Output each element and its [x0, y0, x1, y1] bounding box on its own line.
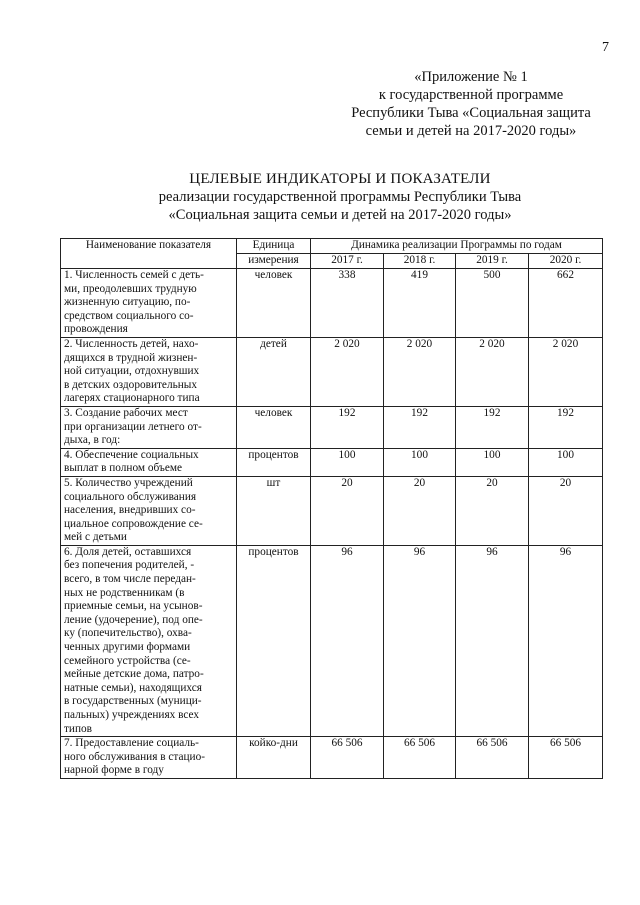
- table-row: [61, 448, 603, 476]
- indicator-name-line: ми, преодолевших трудную: [64, 282, 197, 295]
- indicator-value: 100: [384, 448, 456, 476]
- indicator-unit: процентов: [237, 448, 311, 476]
- indicator-name-line: 5. Количество учреждений: [64, 476, 193, 489]
- indicator-value: 96: [529, 545, 603, 736]
- indicator-name-line: без попечения родителей, -: [64, 559, 195, 572]
- indicator-unit: человек: [237, 406, 311, 448]
- indicator-name-line: нарной форме в году: [64, 764, 164, 777]
- indicator-value: 2 020: [529, 337, 603, 406]
- indicator-name-line: мей с детьми: [64, 531, 127, 544]
- indicator-name-line: ление (удочерение), под опе-: [64, 613, 203, 626]
- indicator-value: 2 020: [384, 337, 456, 406]
- indicator-name: [61, 448, 237, 476]
- indicator-name-line: 7. Предоставление социаль-: [64, 737, 199, 750]
- indicator-name-line: натные семьи), находящихся: [64, 681, 202, 694]
- title-main: ЦЕЛЕВЫЕ ИНДИКАТОРЫ И ПОКАЗАТЕЛИ: [189, 171, 491, 187]
- header-unit: Единица: [237, 239, 311, 254]
- indicator-name-line: приемные семьи, на усынов-: [64, 600, 203, 613]
- table-row: [61, 737, 603, 779]
- table-row: [61, 476, 603, 545]
- indicator-value: 20: [384, 476, 456, 545]
- indicator-value: 100: [529, 448, 603, 476]
- indicator-name: [61, 545, 237, 736]
- header-year: 2019 г.: [456, 254, 529, 269]
- indicator-value: 662: [529, 269, 603, 338]
- table-row: [61, 269, 603, 338]
- title-subtitle: «Социальная защита семьи и детей на 2017-2020 годы»: [168, 207, 512, 223]
- appendix-line: «Приложение № 1: [414, 69, 528, 85]
- indicator-value: 192: [456, 406, 529, 448]
- indicator-value: 96: [384, 545, 456, 736]
- indicator-name-line: социального обслуживания: [64, 490, 197, 503]
- title-subtitle: реализации государственной программы Республики Тыва: [158, 189, 522, 205]
- indicator-name: [61, 337, 237, 406]
- indicator-value: 20: [456, 476, 529, 545]
- indicator-name-line: семейного устройства (се-: [64, 654, 191, 667]
- header-year: 2018 г.: [384, 254, 456, 269]
- indicator-name-line: 6. Доля детей, оставшихся: [64, 545, 192, 558]
- indicator-name-line: ку (попечительство), охва-: [64, 627, 192, 640]
- indicator-unit: койко-дни: [237, 737, 311, 779]
- indicator-name-line: 3. Создание рабочих мест: [64, 406, 188, 419]
- indicator-name: [61, 476, 237, 545]
- indicator-value: 338: [311, 269, 384, 338]
- indicator-name-line: ченных другими формами: [64, 641, 191, 654]
- indicator-name-line: пальных) учреждениях всех: [64, 709, 200, 721]
- indicator-value: 66 506: [311, 737, 384, 779]
- appendix-note: [336, 68, 606, 140]
- indicator-unit: шт: [237, 476, 311, 545]
- indicator-name-line: 1. Численность семей с деть-: [64, 269, 204, 281]
- indicator-name-line: дыха, в год:: [64, 434, 121, 447]
- indicator-value: 96: [456, 545, 529, 736]
- indicator-value: 500: [456, 269, 529, 338]
- indicator-unit: детей: [237, 337, 311, 406]
- indicator-name-line: в детских оздоровительных: [64, 378, 198, 391]
- indicator-name-line: 4. Обеспечение социальных: [64, 448, 199, 461]
- indicator-name-line: ных не родственникам (в: [64, 586, 185, 599]
- table-body: [61, 269, 603, 779]
- indicator-name-line: населения, внедривших со-: [64, 504, 196, 517]
- indicator-name-line: ной ситуации, отдохнувших: [64, 365, 200, 378]
- page-number: 7: [602, 40, 609, 55]
- indicator-name-line: лагерях стационарного типа: [64, 392, 200, 405]
- indicator-name-line: мейные детские дома, патро-: [64, 668, 204, 681]
- indicator-name: [61, 737, 237, 779]
- indicator-value: 192: [529, 406, 603, 448]
- indicator-name-line: средством социального со-: [64, 309, 194, 322]
- appendix-line: к государственной программе: [378, 87, 564, 103]
- header-year: 2020 г.: [529, 254, 603, 269]
- indicator-name-line: циальное сопровождение се-: [64, 517, 203, 530]
- table-row: [61, 545, 603, 736]
- indicator-name: [61, 406, 237, 448]
- indicator-name-line: выплат в полном объеме: [64, 462, 183, 475]
- indicator-name-line: при организации летнего от-: [64, 420, 202, 433]
- indicator-value: 2 020: [456, 337, 529, 406]
- indicator-name-line: дящихся в трудной жизнен-: [64, 351, 198, 364]
- appendix-line: семьи и детей на 2017-2020 годы»: [365, 123, 577, 139]
- table-header-row: [61, 239, 603, 254]
- indicator-value: 66 506: [456, 737, 529, 779]
- indicator-name-line: жизненную ситуацию, по-: [64, 296, 191, 309]
- appendix-line: Республики Тыва «Социальная защита: [351, 105, 591, 121]
- indicator-name-line: ного обслуживания в стацио-: [64, 750, 205, 763]
- indicator-name-line: всего, в том числе передан-: [64, 573, 196, 586]
- indicator-value: 419: [384, 269, 456, 338]
- table-row: [61, 337, 603, 406]
- header-year: 2017 г.: [311, 254, 384, 269]
- indicator-name-line: 2. Численность детей, нахо-: [64, 337, 199, 350]
- indicator-value: 100: [311, 448, 384, 476]
- header-name: Наименование показателя: [61, 239, 237, 269]
- indicator-value: 66 506: [384, 737, 456, 779]
- indicator-value: 96: [311, 545, 384, 736]
- indicator-value: 66 506: [529, 737, 603, 779]
- indicator-name: [61, 269, 237, 338]
- indicator-value: 192: [311, 406, 384, 448]
- indicator-value: 20: [311, 476, 384, 545]
- indicator-name-line: типов: [64, 722, 93, 735]
- indicator-unit: процентов: [237, 545, 311, 736]
- header-dynamics: Динамика реализации Программы по годам: [311, 239, 603, 254]
- indicator-value: 100: [456, 448, 529, 476]
- indicator-value: 192: [384, 406, 456, 448]
- table-row: [61, 406, 603, 448]
- document-title: [40, 170, 640, 224]
- indicator-value: 20: [529, 476, 603, 545]
- indicators-table: [60, 238, 603, 779]
- header-unit-line2: измерения: [237, 254, 311, 269]
- indicator-name-line: в государственных (муници-: [64, 695, 202, 708]
- indicator-unit: человек: [237, 269, 311, 338]
- indicator-name-line: провождения: [64, 323, 128, 336]
- indicator-value: 2 020: [311, 337, 384, 406]
